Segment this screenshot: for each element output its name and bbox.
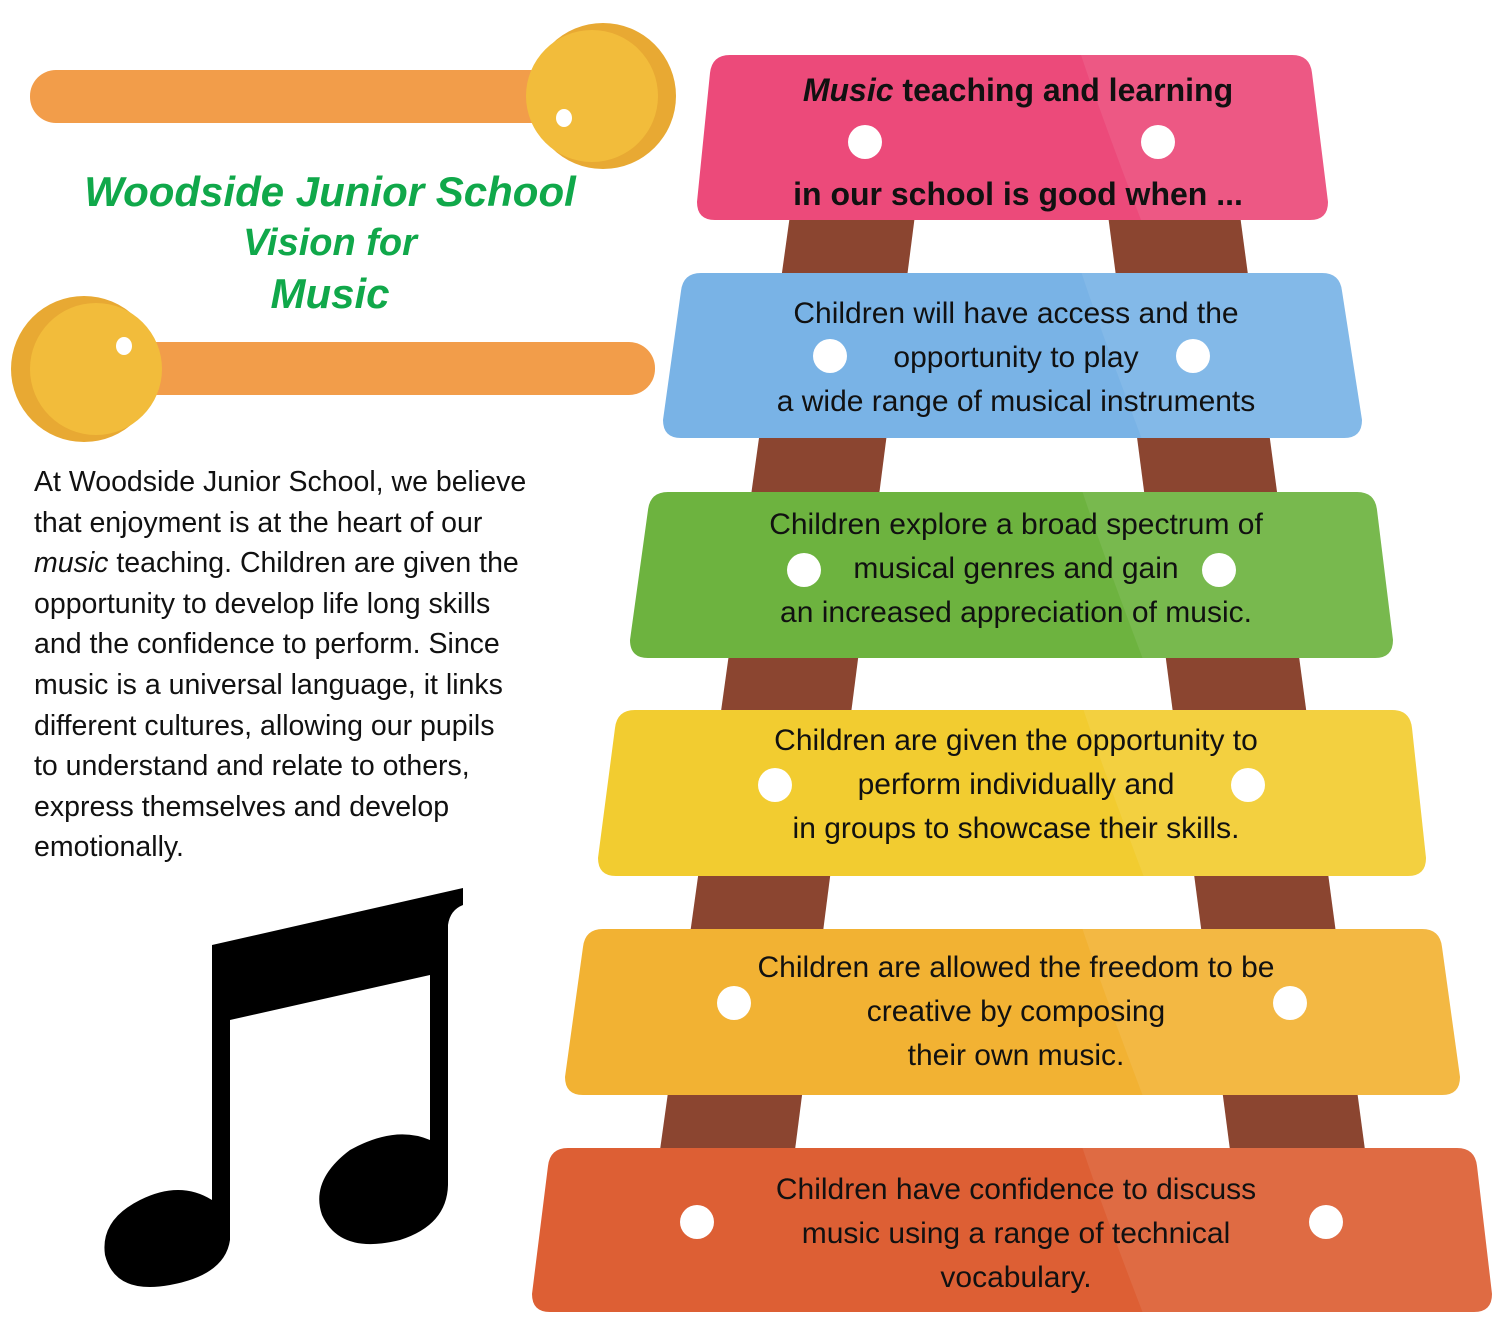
bar-line: Children are given the opportunity to — [774, 724, 1258, 757]
title-school-name: Woodside Junior School — [84, 168, 576, 215]
bar-hole-icon — [717, 986, 751, 1020]
bar-line: vocabulary. — [940, 1261, 1092, 1294]
mallet-top-icon — [30, 23, 676, 169]
bar-line: Children are allowed the freedom to be — [757, 951, 1275, 984]
bar-hole-icon — [1273, 986, 1307, 1020]
intro-line: to understand and relate to others, — [34, 750, 470, 783]
bar-line: music using a range of technical — [801, 1217, 1231, 1250]
bar-text-5 — [776, 1168, 1256, 1300]
bar-line: Children will have access and the — [793, 297, 1239, 330]
bar-line: in groups to showcase their skills. — [792, 812, 1240, 845]
bar-line: perform individually and — [857, 768, 1175, 801]
bar-line: a wide range of musical instruments — [776, 385, 1256, 418]
bar-line: opportunity to play — [893, 341, 1139, 374]
bar-line: musical genres and gain — [853, 552, 1179, 585]
title-vision-for: Vision for — [243, 222, 417, 264]
intro-line: opportunity to develop life long skills — [34, 587, 491, 620]
bar-text-4 — [758, 946, 1275, 1078]
bar-hole-icon — [1309, 1205, 1343, 1239]
intro-line-rest: teaching. Children are given the — [116, 547, 519, 580]
bar-text-1 — [777, 292, 1256, 424]
bar-text-3 — [774, 719, 1258, 851]
xylophone-header-text — [793, 64, 1243, 212]
bar-line: Children have confidence to discuss — [775, 1173, 1257, 1206]
bar-line: creative by composing — [866, 995, 1166, 1028]
intro-line: emotionally. — [34, 831, 184, 864]
header-line1-rest: teaching and learning — [893, 72, 1234, 108]
bar-line: an increased appreciation of music. — [780, 596, 1252, 629]
intro-paragraph — [34, 462, 526, 868]
title-music: Music — [270, 270, 390, 317]
header-line2: in our school is good when ... — [793, 176, 1243, 212]
bar-line: their own music. — [907, 1039, 1125, 1072]
intro-italic-word: music — [34, 547, 109, 580]
intro-line: different cultures, allowing our pupils — [34, 709, 495, 742]
intro-line: express themselves and develop — [34, 790, 450, 823]
intro-line: that enjoyment is at the heart of our — [34, 506, 483, 539]
intro-line — [34, 543, 526, 584]
music-note-icon — [104, 888, 463, 1287]
bar-line: Children explore a broad spectrum of — [769, 508, 1263, 541]
intro-line: music is a universal language, it links — [34, 668, 503, 701]
intro-line: and the confidence to perform. Since — [34, 628, 500, 661]
header-italic-word: Music — [802, 72, 894, 108]
bar-hole-icon — [680, 1205, 714, 1239]
intro-line: At Woodside Junior School, we believe — [34, 466, 527, 498]
bar-text-2 — [769, 503, 1263, 635]
